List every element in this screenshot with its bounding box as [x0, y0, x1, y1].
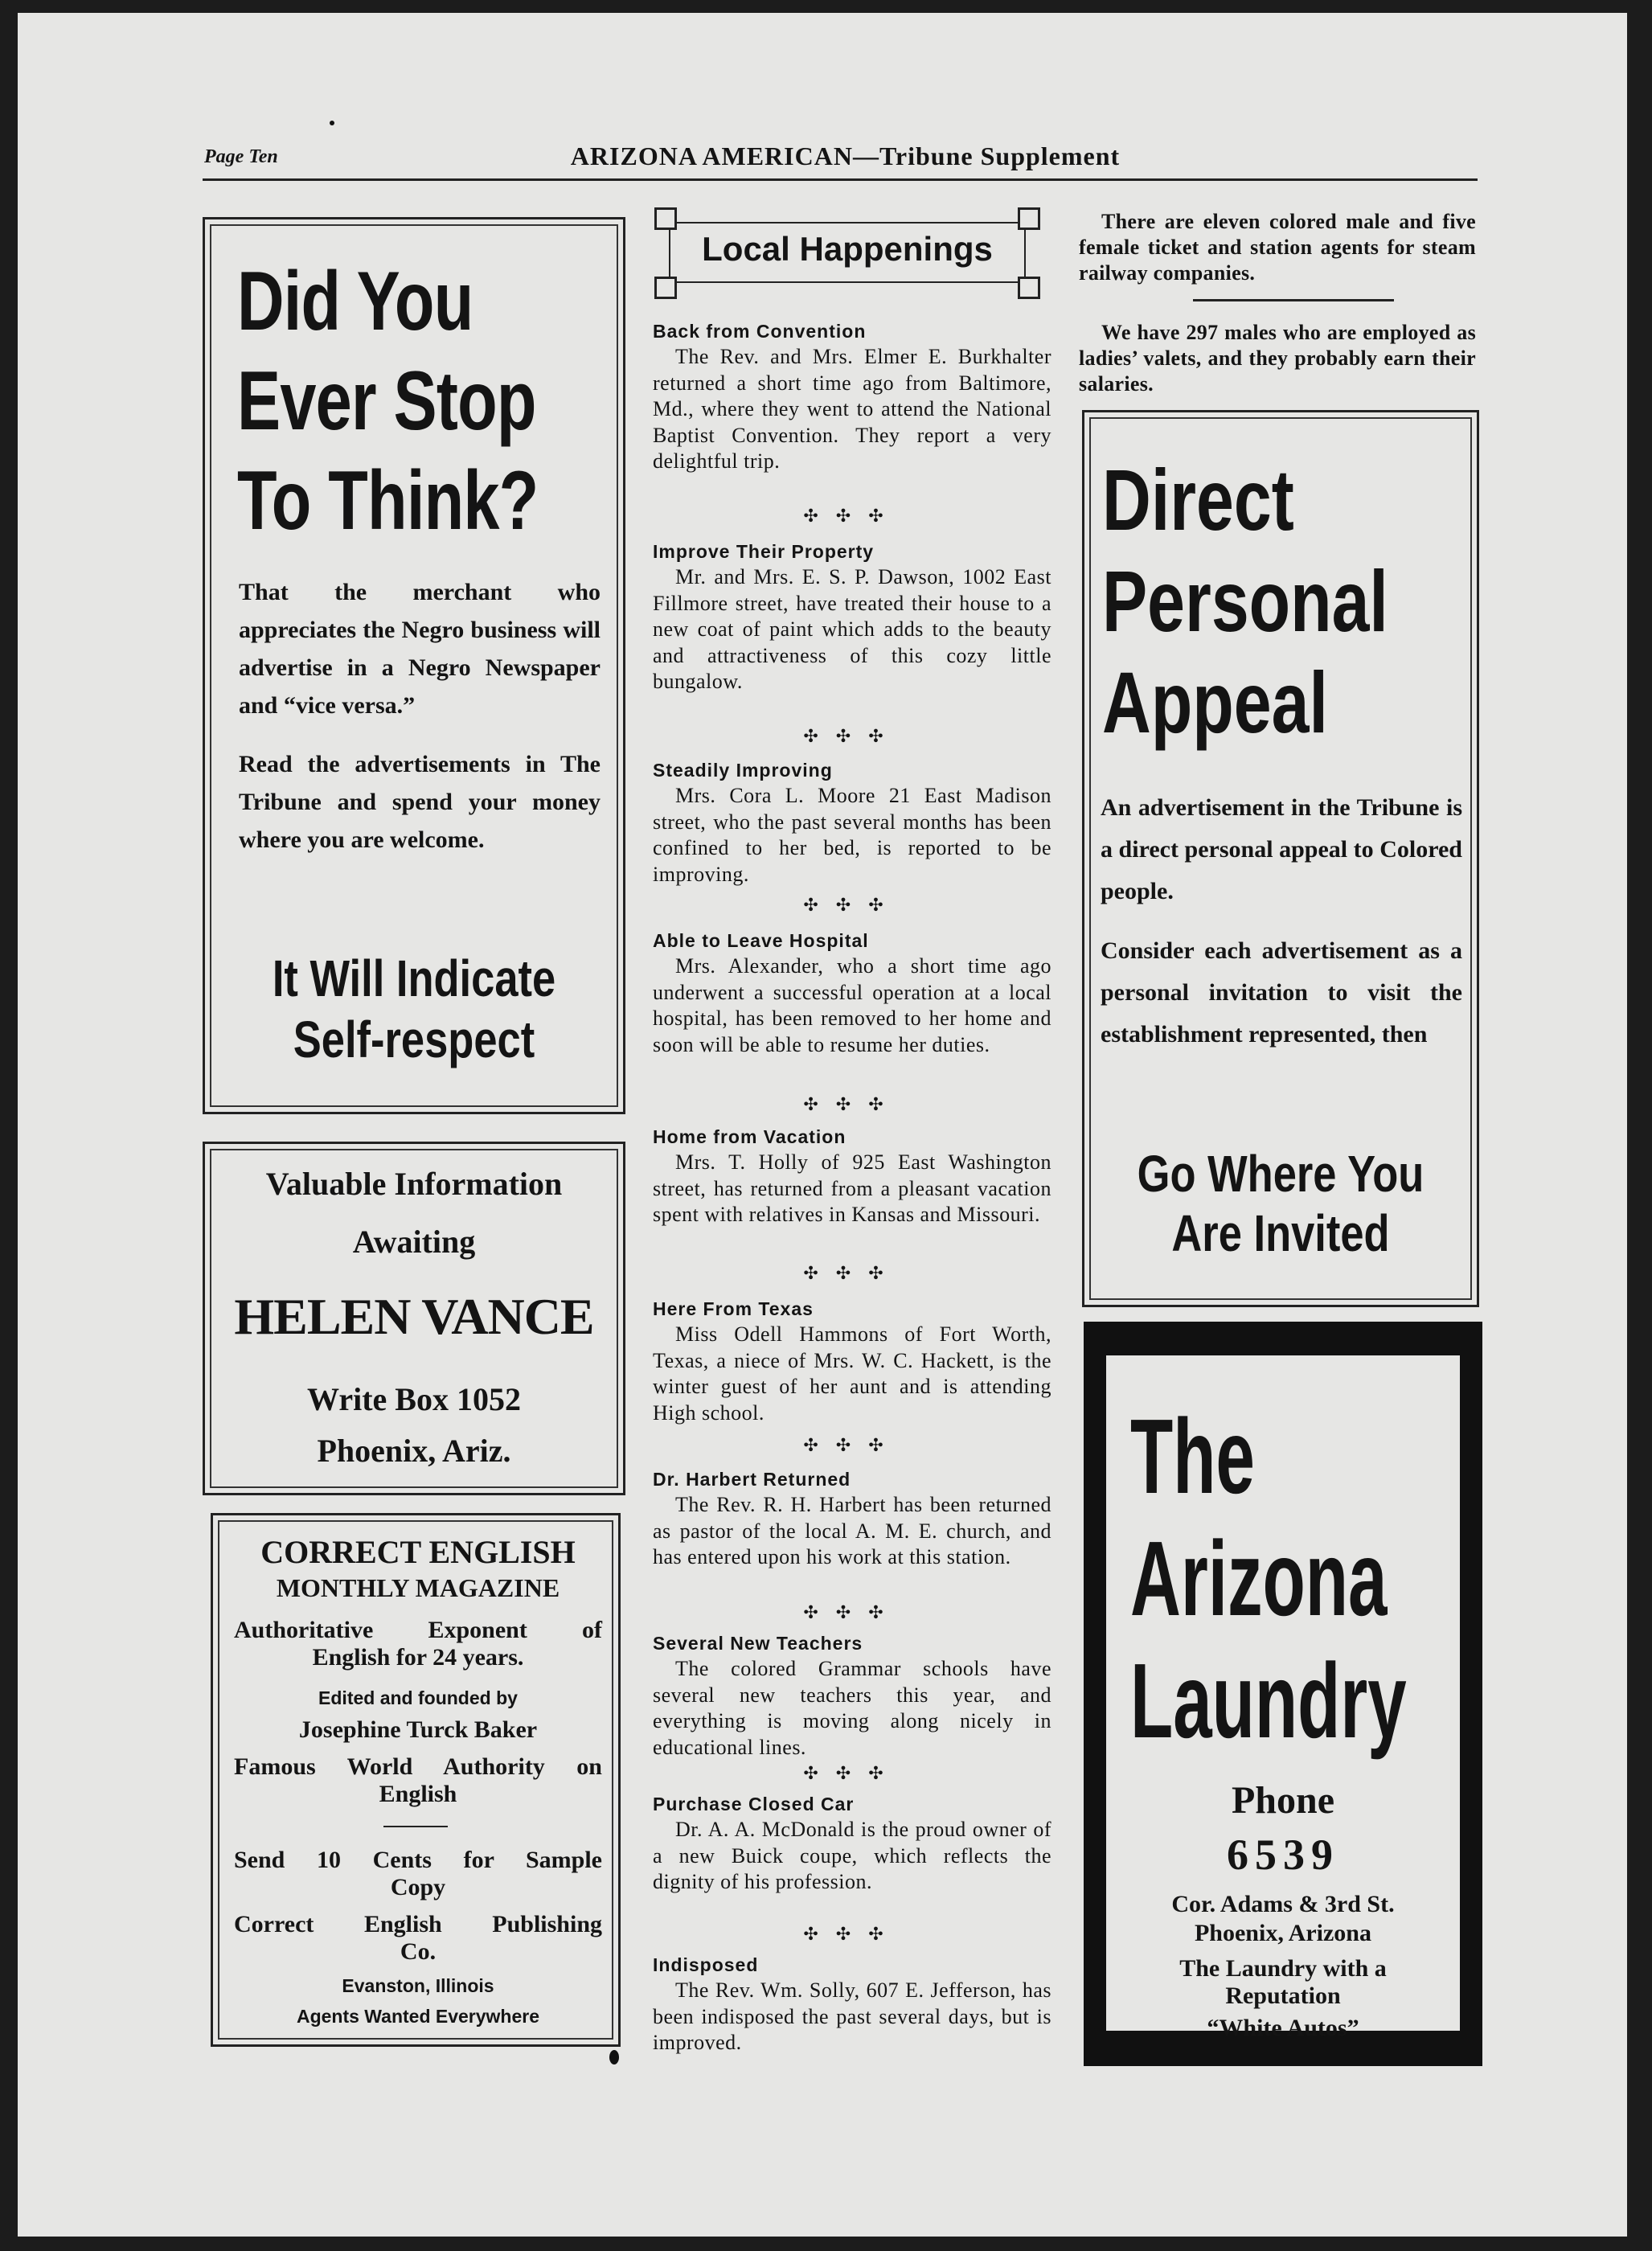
ad-english-line2a: Famous World Authority on — [234, 1753, 602, 1780]
ad-correct-english — [211, 1513, 621, 2047]
story-separator: ✣✣✣ — [803, 506, 901, 527]
story-headline: Improve Their Property — [653, 541, 875, 562]
story-headline: Indisposed — [653, 1954, 759, 1975]
ad-english-line2b: English — [379, 1781, 457, 1807]
frame-corner — [1018, 207, 1040, 230]
page-label: Page Ten — [204, 146, 278, 167]
ad-laundry-addr1: Cor. Adams & 3rd St. — [1171, 1891, 1395, 1917]
story — [653, 539, 1051, 695]
story-separator: ✣✣✣ — [803, 1264, 901, 1284]
local-happenings-title: Local Happenings — [702, 230, 993, 268]
frame-corner — [1018, 277, 1040, 299]
ad-vance-line3: Write Box 1052 — [307, 1381, 521, 1417]
ad-laundry-headline — [1130, 1396, 1407, 1762]
ad-think-headline-line: Did You — [237, 255, 473, 348]
ad-direct-para2: Consider each advertisement as a personal invitation to visit the establishment represented, then — [1101, 937, 1462, 1048]
ad-think-para1: That the merchant who appreciates the Negro business will advertise in a Negro Newspaper and “vice versa.” — [239, 579, 601, 719]
ad-direct — [1082, 410, 1479, 1307]
story — [653, 1791, 1051, 1896]
ad-english-line1a: Authoritative Exponent of — [234, 1617, 602, 1643]
ad-direct-headline-line: Direct — [1102, 451, 1294, 548]
ad-english-editor: Josephine Turck Baker — [298, 1716, 538, 1743]
col3-item1: There are eleven colored male and five female ticket and station agents for steam railway companies. — [1079, 210, 1476, 285]
ad-vance — [203, 1142, 625, 1495]
ad-think-headline-line: To Think? — [237, 454, 539, 547]
story-headline: Steadily Improving — [653, 760, 833, 781]
ad-laundry-slogan2: Reputation — [1225, 1982, 1341, 2009]
story-separator: ✣✣✣ — [803, 1095, 901, 1115]
ad-english-edited: Edited and founded by — [318, 1687, 518, 1708]
story-body: The Rev. Wm. Solly, 607 E. Jefferson, has been indisposed the past several days, but is improved. — [653, 1978, 1051, 2055]
ad-direct-headline — [1102, 449, 1388, 753]
story-headline: Back from Convention — [653, 321, 867, 342]
ad-direct-tagline-line: Are Invited — [1171, 1204, 1390, 1262]
ad-vance-name: HELEN VANCE — [234, 1288, 594, 1345]
ad-laundry-headline-line: The — [1130, 1397, 1255, 1515]
ad-direct-tagline — [1120, 1144, 1441, 1263]
ad-direct-para1: An advertisement in the Tribune is a direct personal appeal to Colored people. — [1101, 794, 1462, 904]
frame-corner — [654, 207, 677, 230]
ad-direct-headline-line: Appeal — [1102, 654, 1328, 751]
print-speck — [330, 121, 334, 125]
ad-english-agents: Agents Wanted Everywhere — [296, 2006, 540, 2027]
ad-laundry-slogan1: The Laundry with a — [1179, 1955, 1387, 1982]
ad-english-line1b: English for 24 years. — [312, 1644, 524, 1671]
ad-english-send-a: Send 10 Cents for Sample — [234, 1847, 602, 1873]
ad-laundry-phone: 6539 — [1227, 1831, 1339, 1879]
story-separator: ✣✣✣ — [803, 727, 901, 747]
story — [653, 928, 1051, 1058]
ad-laundry — [1084, 1322, 1482, 2066]
story — [653, 318, 1051, 475]
ad-think-tagline-line: It Will Indicate — [272, 949, 556, 1007]
story — [653, 1124, 1051, 1228]
story — [653, 1296, 1051, 1426]
ad-laundry-phone-label: Phone — [1231, 1779, 1334, 1822]
story-separator: ✣✣✣ — [803, 1603, 901, 1623]
story — [653, 757, 1051, 888]
ad-laundry-addr2: Phoenix, Arizona — [1194, 1920, 1371, 1946]
ad-think — [203, 217, 625, 1114]
story-body: The colored Grammar schools have several new teachers this year, and everything is moving along nicely in educational lines. — [653, 1657, 1051, 1759]
print-speck — [609, 2050, 619, 2064]
ad-think-headline — [237, 252, 538, 551]
ad-english-pub-b: Co. — [400, 1938, 437, 1965]
story-separator: ✣✣✣ — [803, 1925, 901, 1945]
ad-think-tagline — [243, 948, 585, 1070]
story-body: The Rev. and Mrs. Elmer E. Burkhalter returned a short time ago from Baltimore, Md., where they went to attend the National Baptist Convention. They report a very delightful trip. — [653, 345, 1051, 474]
story-headline: Able to Leave Hospital — [653, 930, 869, 951]
story-body: Miss Odell Hammons of Fort Worth, Texas, a niece of Mrs. W. C. Hackett, is the winter guest of her aunt and is attending High school. — [653, 1322, 1051, 1425]
col3-item2: We have 297 males who are employed as ladies’ valets, and they probably earn their salaries. — [1079, 321, 1476, 396]
story-body: Mrs. T. Holly of 925 East Washington street, has returned from a pleasant vacation spent with relatives in Kansas and Missouri. — [653, 1150, 1051, 1227]
ad-english-title: CORRECT ENGLISH — [260, 1534, 576, 1570]
story-separator: ✣✣✣ — [803, 1436, 901, 1456]
ad-laundry-headline-line: Laundry — [1130, 1642, 1407, 1760]
story-body: Mrs. Cora L. Moore 21 East Madison street, who the past several months has been confined to her bed, is reported to be improving. — [653, 784, 1051, 886]
ad-direct-tagline-line: Go Where You — [1137, 1145, 1424, 1203]
ad-direct-headline-line: Personal — [1102, 552, 1388, 650]
story-headline: Here From Texas — [653, 1298, 814, 1319]
story-headline: Several New Teachers — [653, 1633, 863, 1654]
story-headline: Dr. Harbert Returned — [653, 1469, 851, 1490]
story-headline: Home from Vacation — [653, 1126, 846, 1147]
masthead-title: ARIZONA AMERICAN—Tribune Supplement — [570, 141, 1121, 170]
story — [653, 1630, 1051, 1761]
ad-vance-line2: Awaiting — [352, 1224, 476, 1260]
story-body: The Rev. R. H. Harbert has been returned as pastor of the local A. M. E. church, and has entered upon his work at this station. — [653, 1493, 1051, 1569]
ad-english-city: Evanston, Illinois — [342, 1975, 494, 1996]
header-rule — [203, 178, 1478, 181]
story-separator: ✣✣✣ — [803, 1764, 901, 1784]
ad-vance-line4: Phoenix, Ariz. — [317, 1433, 511, 1469]
story-body: Dr. A. A. McDonald is the proud owner of a new Buick coupe, which reflects the dignity of his profession. — [653, 1818, 1051, 1894]
story — [653, 1952, 1051, 2056]
ad-think-headline-line: Ever Stop — [237, 355, 536, 448]
ad-think-tagline-line: Self-respect — [293, 1011, 535, 1068]
ad-think-para2: Read the advertisements in The Tribune and spend your money where you are welcome. — [239, 751, 601, 853]
story-body: Mrs. Alexander, who a short time ago underwent a successful operation at a local hospital, has been removed to her home and soon will be able to resume her duties. — [653, 954, 1051, 1056]
ad-english-send-b: Copy — [390, 1874, 446, 1900]
ad-english-pub-a: Correct English Publishing — [234, 1911, 602, 1937]
ad-english-subtitle: MONTHLY MAGAZINE — [276, 1573, 560, 1602]
story — [653, 1466, 1051, 1571]
ad-laundry-inner — [1106, 1355, 1460, 2041]
story-headline: Purchase Closed Car — [653, 1794, 855, 1814]
ad-english-rule — [383, 1826, 448, 1827]
story-body: Mr. and Mrs. E. S. P. Dawson, 1002 East Fillmore street, have treated their house to a new coat of paint which adds to the beauty and attractiveness of this cozy little bungalow. — [653, 565, 1051, 694]
story-separator: ✣✣✣ — [803, 896, 901, 916]
ad-vance-line1: Valuable Information — [265, 1166, 563, 1202]
ad-laundry-headline-line: Arizona — [1130, 1519, 1388, 1638]
ad-laundry-slogan3: “White Autos” — [1207, 2015, 1359, 2041]
col3-rule — [1193, 299, 1394, 301]
frame-corner — [654, 277, 677, 299]
